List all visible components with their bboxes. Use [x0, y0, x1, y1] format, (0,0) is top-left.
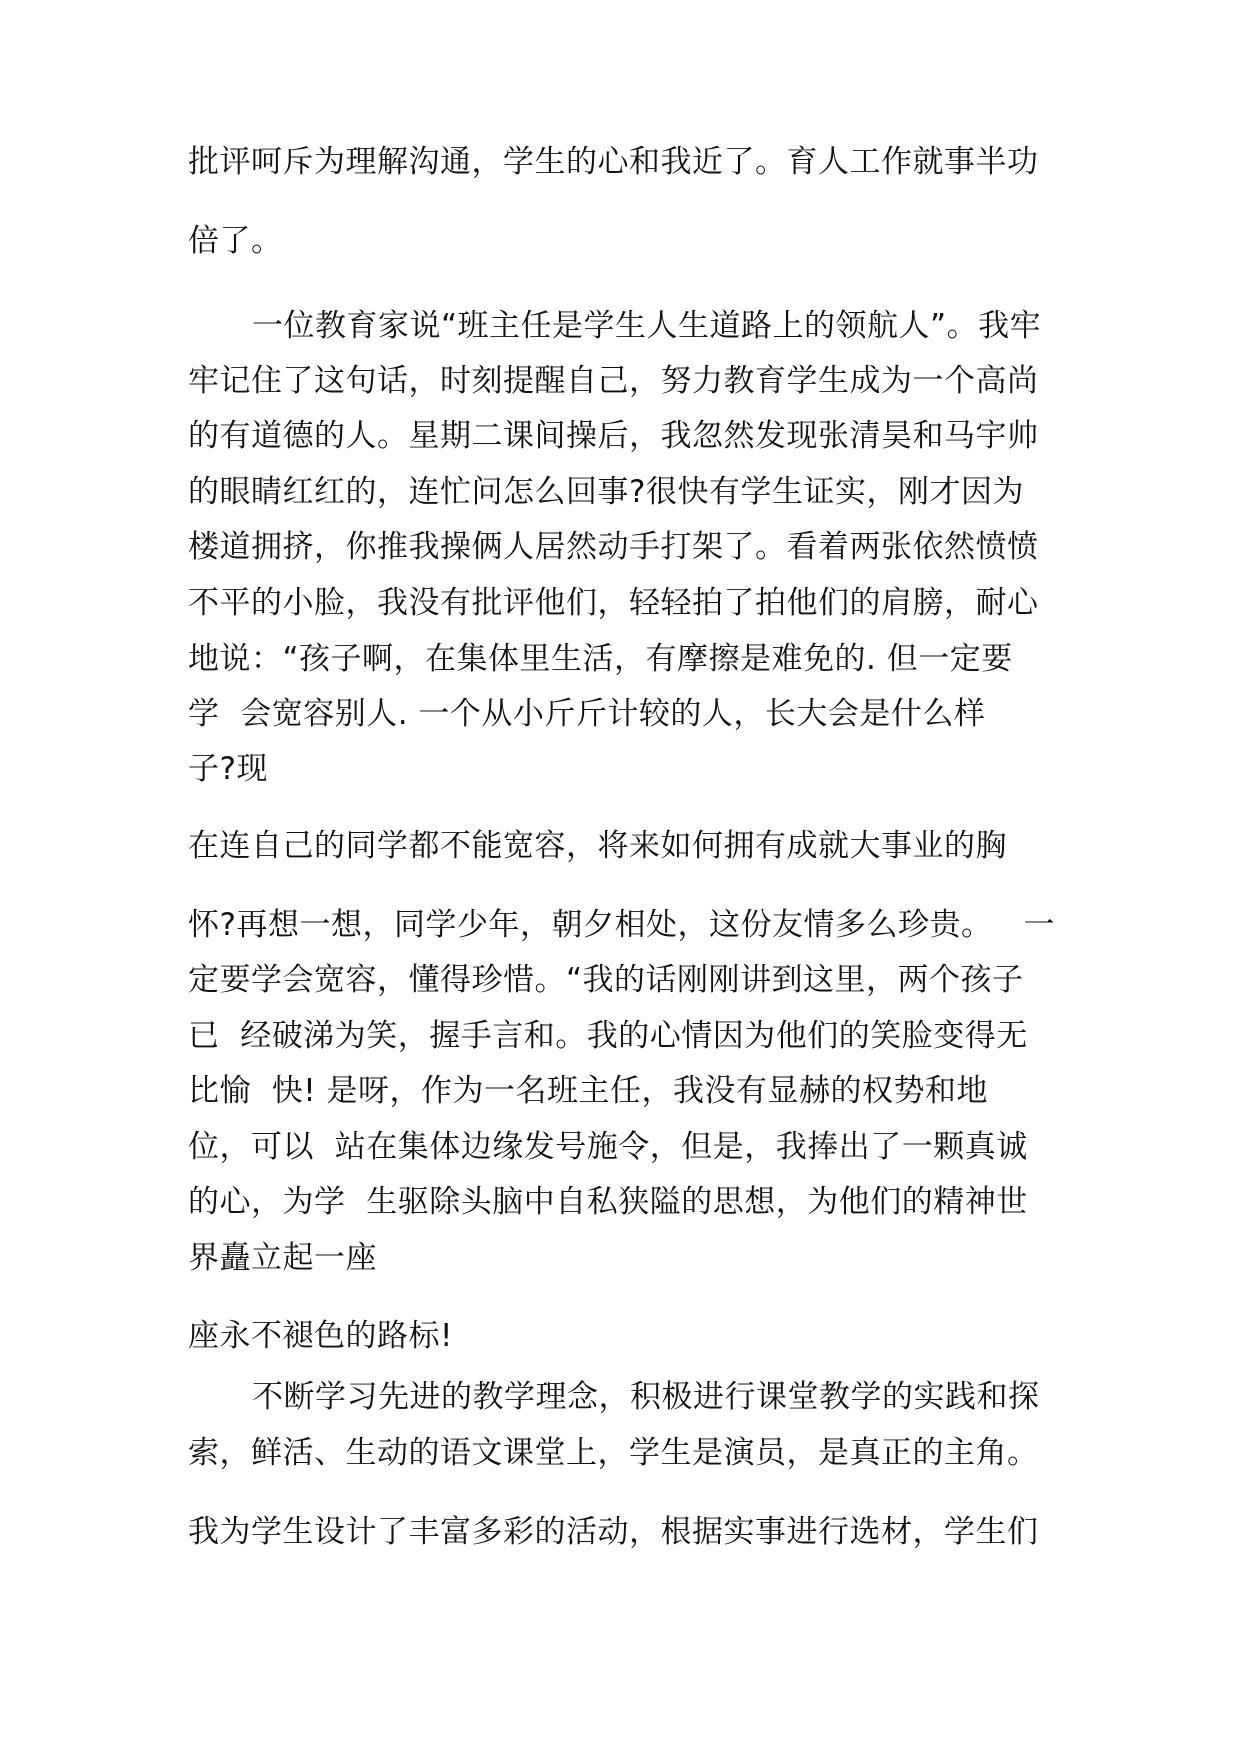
- text-line: 已 经破涕为笑，握手言和。我的心情因为他们的笑脸变得无: [188, 1018, 1028, 1054]
- text-line: 索，鲜活、生动的语文课堂上，学生是演员，是真正的主角。: [188, 1435, 1039, 1471]
- text-line: 位，可以 站在集体边缘发号施令，但是，我捧出了一颗真诚: [188, 1129, 1028, 1165]
- text-line: 牢记住了这句话，时刻提醒自己，努力教育学生成为一个高尚: [188, 363, 1039, 399]
- text-line: 我为学生设计了丰富多彩的活动，根据实事进行选材，学生们: [188, 1514, 1039, 1550]
- text-line: 不断学习先进的教学理念，积极进行课堂教学的实践和探: [252, 1379, 1040, 1415]
- text-line: 倍了。: [188, 223, 283, 259]
- text-line: 地说：“孩子啊，在集体里生活，有摩擦是难免的. 但一定要: [188, 641, 1013, 677]
- text-line: 楼道拥挤，你推我操俩人居然动手打架了。看着两张依然愤愤: [188, 529, 1039, 565]
- text-line: 怀?再想一想，同学少年，朝夕相处，这份友情多么珍贵。 一: [188, 907, 1056, 943]
- text-line: 一位教育家说“班主任是学生人生道路上的领航人”。我牢: [252, 308, 1042, 344]
- text-line: 定要学会宽容，懂得珍惜。“我的话刚刚讲到这里，两个孩子: [188, 962, 1024, 998]
- text-line: 座永不褪色的路标!: [188, 1318, 453, 1354]
- text-line: 界矗立起一座: [188, 1240, 377, 1276]
- text-line: 的心，为学 生驱除头脑中自私狭隘的思想，为他们的精神世: [188, 1184, 1028, 1220]
- text-line: 的眼睛红红的，连忙问怎么回事?很快有学生证实，刚才因为: [188, 474, 1024, 510]
- text-line: 不平的小脸，我没有批评他们，轻轻拍了拍他们的肩膀，耐心: [188, 585, 1039, 621]
- text-line: 批评呵斥为理解沟通，学生的心和我近了。育人工作就事半功: [188, 144, 1039, 180]
- text-line: 子?现: [188, 751, 268, 787]
- text-line: 的有道德的人。星期二课间操后，我忽然发现张清昊和马宇帅: [188, 418, 1039, 454]
- text-line: 比愉 快! 是呀，作为一名班主任，我没有显赫的权势和地: [188, 1073, 988, 1109]
- text-line: 在连自己的同学都不能宽容，将来如何拥有成就大事业的胸: [188, 828, 1007, 864]
- text-line: 学 会宽容别人. 一个从小斤斤计较的人，长大会是什么样: [188, 696, 986, 732]
